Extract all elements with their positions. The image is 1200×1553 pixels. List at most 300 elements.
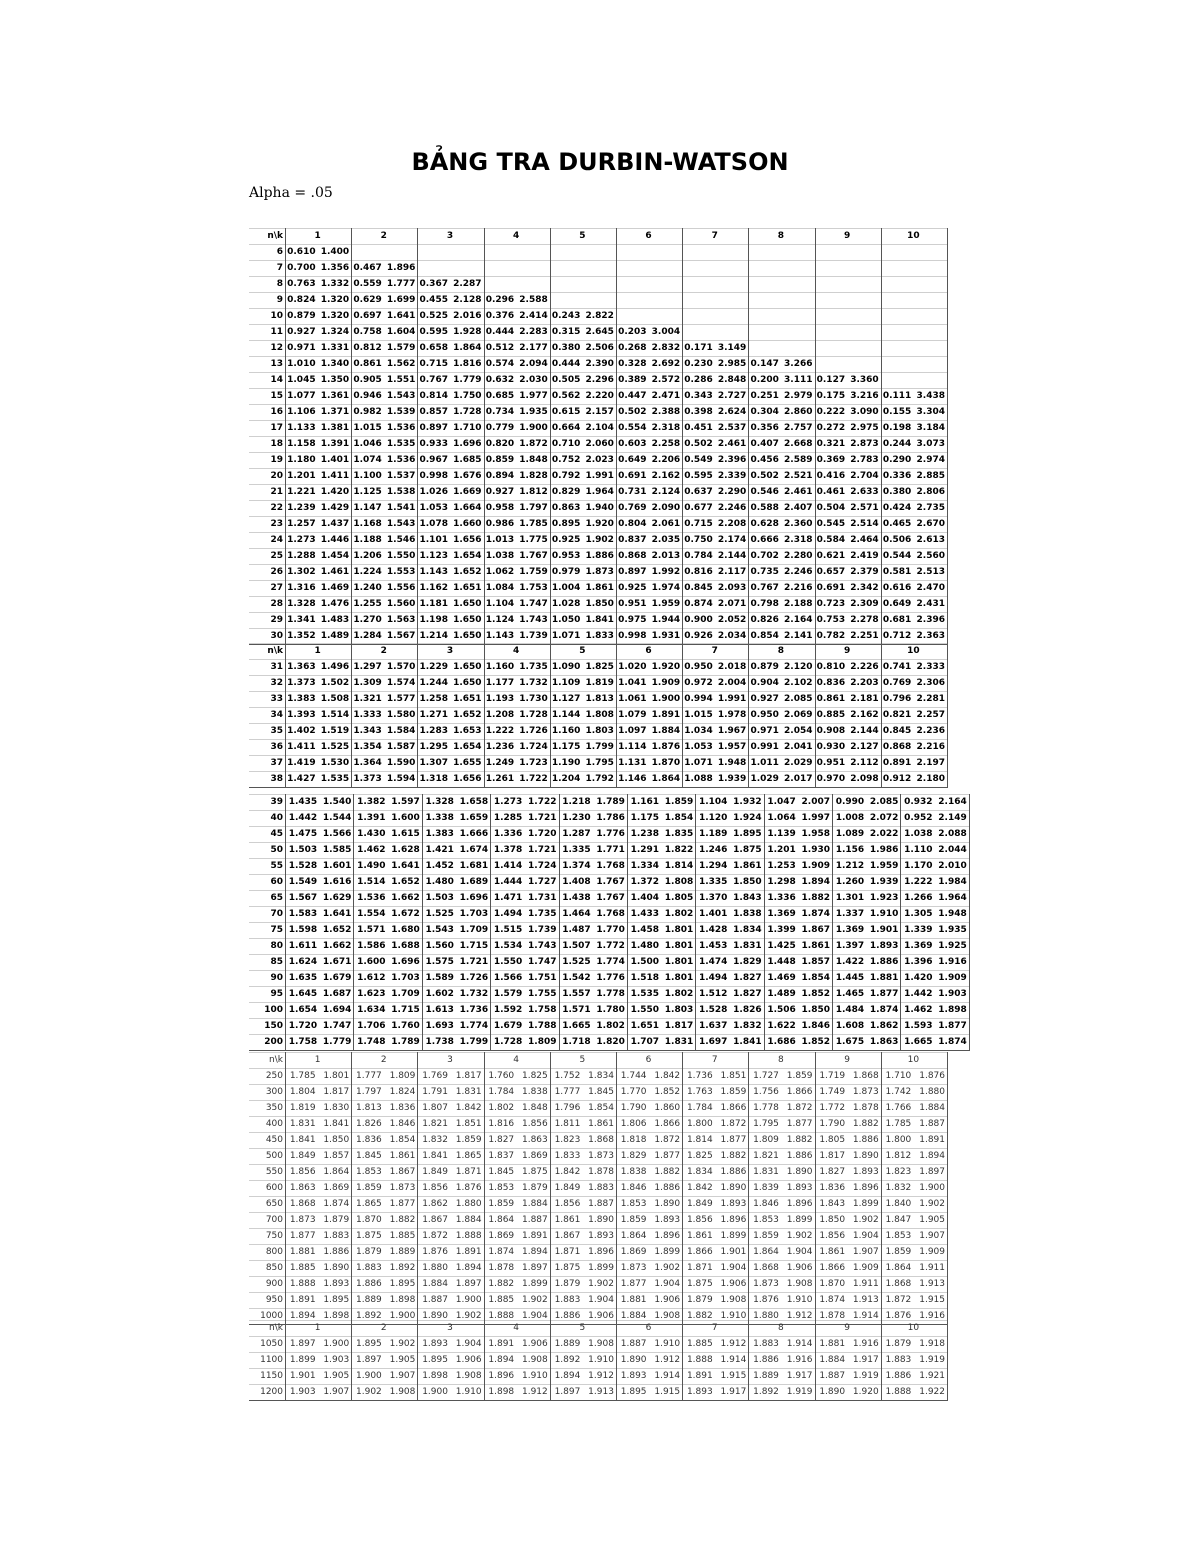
du-cell: 2.216 bbox=[914, 740, 947, 756]
dl-cell: 1.078 bbox=[418, 517, 451, 533]
dl-cell: 1.890 bbox=[815, 1385, 848, 1401]
dl-cell: 1.686 bbox=[764, 1035, 799, 1051]
dl-cell bbox=[881, 261, 914, 277]
du-cell bbox=[650, 293, 683, 309]
dl-cell: 1.238 bbox=[627, 827, 662, 843]
dl-cell bbox=[484, 245, 517, 261]
du-cell: 1.852 bbox=[650, 1085, 683, 1101]
du-cell: 1.454 bbox=[319, 549, 352, 565]
table-row bbox=[249, 1149, 948, 1165]
table-row bbox=[249, 987, 969, 1003]
du-cell bbox=[782, 245, 815, 261]
dl-cell: 1.870 bbox=[352, 1213, 385, 1229]
dl-cell bbox=[881, 341, 914, 357]
dl-cell: 1.369 bbox=[901, 939, 936, 955]
dl-cell: 1.763 bbox=[683, 1085, 716, 1101]
du-cell: 2.180 bbox=[914, 772, 947, 788]
du-cell: 1.801 bbox=[662, 939, 696, 955]
du-cell: 3.360 bbox=[848, 373, 881, 389]
du-cell: 2.104 bbox=[583, 421, 616, 437]
n-cell: 650 bbox=[249, 1197, 286, 1213]
dl-cell: 1.419 bbox=[286, 756, 319, 772]
dl-cell: 1.156 bbox=[833, 843, 868, 859]
du-cell: 1.967 bbox=[716, 724, 749, 740]
du-cell: 1.808 bbox=[583, 708, 616, 724]
du-cell: 1.864 bbox=[319, 1165, 352, 1181]
dl-cell: 0.925 bbox=[550, 533, 583, 549]
du-cell: 1.882 bbox=[650, 1165, 683, 1181]
dl-cell bbox=[683, 325, 716, 341]
du-cell: 1.735 bbox=[517, 660, 550, 676]
du-cell: 1.890 bbox=[782, 1165, 815, 1181]
du-cell: 1.720 bbox=[525, 827, 559, 843]
du-cell: 1.654 bbox=[451, 740, 484, 756]
dl-cell: 0.879 bbox=[749, 660, 782, 676]
dl-cell: 1.608 bbox=[833, 1019, 868, 1035]
dl-cell: 1.877 bbox=[616, 1277, 649, 1293]
du-cell: 1.908 bbox=[716, 1293, 749, 1309]
dl-cell: 0.664 bbox=[550, 421, 583, 437]
dl-cell: 1.364 bbox=[352, 756, 385, 772]
du-cell: 2.181 bbox=[848, 692, 881, 708]
du-cell bbox=[914, 325, 947, 341]
dl-cell: 1.404 bbox=[627, 891, 662, 907]
du-cell: 1.879 bbox=[319, 1213, 352, 1229]
du-cell bbox=[914, 245, 947, 261]
header-k-cell: 7 bbox=[683, 229, 749, 245]
dl-cell: 1.583 bbox=[286, 907, 321, 923]
dl-cell: 1.408 bbox=[559, 875, 594, 891]
du-cell: 1.770 bbox=[594, 923, 628, 939]
dl-cell: 0.286 bbox=[683, 373, 716, 389]
du-cell: 1.964 bbox=[583, 485, 616, 501]
du-cell: 1.912 bbox=[716, 1337, 749, 1353]
du-cell: 1.566 bbox=[320, 827, 354, 843]
dl-cell: 1.170 bbox=[901, 859, 936, 875]
n-cell: 8 bbox=[249, 277, 286, 293]
n-cell: 17 bbox=[249, 421, 286, 437]
dl-cell: 1.785 bbox=[286, 1069, 319, 1085]
du-cell: 1.909 bbox=[936, 971, 970, 987]
dl-cell: 1.846 bbox=[749, 1197, 782, 1213]
dl-cell: 1.598 bbox=[286, 923, 321, 939]
du-cell bbox=[451, 261, 484, 277]
dl-cell: 1.218 bbox=[559, 795, 594, 811]
dl-cell: 1.760 bbox=[484, 1069, 517, 1085]
dl-cell: 0.649 bbox=[616, 453, 649, 469]
du-cell: 2.120 bbox=[782, 660, 815, 676]
du-cell: 1.802 bbox=[662, 987, 696, 1003]
du-cell: 1.910 bbox=[650, 1337, 683, 1353]
du-cell: 1.727 bbox=[525, 875, 559, 891]
du-cell: 1.411 bbox=[319, 469, 352, 485]
dl-cell: 1.120 bbox=[696, 811, 731, 827]
dl-cell: 1.536 bbox=[354, 891, 389, 907]
du-cell: 1.904 bbox=[716, 1261, 749, 1277]
du-cell: 1.875 bbox=[517, 1165, 550, 1181]
du-cell: 1.827 bbox=[730, 987, 764, 1003]
table-row bbox=[249, 1117, 948, 1133]
header-k-cell: 8 bbox=[749, 1053, 815, 1069]
dl-cell: 1.886 bbox=[550, 1309, 583, 1325]
n-cell: 1100 bbox=[249, 1353, 286, 1369]
dl-cell: 1.181 bbox=[418, 597, 451, 613]
dl-cell: 0.971 bbox=[286, 341, 319, 357]
dl-cell: 1.061 bbox=[616, 692, 649, 708]
du-cell bbox=[914, 261, 947, 277]
dl-cell: 0.296 bbox=[484, 293, 517, 309]
du-cell: 1.652 bbox=[451, 565, 484, 581]
dl-cell: 1.805 bbox=[815, 1133, 848, 1149]
du-cell: 2.016 bbox=[451, 309, 484, 325]
dl-cell: 0.502 bbox=[616, 405, 649, 421]
du-cell bbox=[782, 341, 815, 357]
dl-cell: 1.878 bbox=[815, 1309, 848, 1325]
dl-cell: 1.373 bbox=[286, 676, 319, 692]
dl-cell: 0.198 bbox=[881, 421, 914, 437]
dl-cell: 0.444 bbox=[484, 325, 517, 341]
du-cell: 1.540 bbox=[320, 795, 354, 811]
du-cell: 1.709 bbox=[389, 987, 423, 1003]
du-cell: 1.356 bbox=[319, 261, 352, 277]
dl-cell: 1.883 bbox=[749, 1337, 782, 1353]
n-cell: 27 bbox=[249, 581, 286, 597]
dw-table-block-n1050-1200 bbox=[249, 1320, 948, 1401]
dl-cell: 0.502 bbox=[683, 437, 716, 453]
dl-cell: 1.430 bbox=[354, 827, 389, 843]
du-cell: 1.831 bbox=[451, 1085, 484, 1101]
du-cell: 1.805 bbox=[662, 891, 696, 907]
du-cell: 2.379 bbox=[848, 565, 881, 581]
dl-cell: 0.444 bbox=[550, 357, 583, 373]
dl-cell: 1.758 bbox=[286, 1035, 321, 1051]
dl-cell: 1.206 bbox=[352, 549, 385, 565]
du-cell: 1.856 bbox=[517, 1117, 550, 1133]
dl-cell: 1.494 bbox=[491, 907, 526, 923]
du-cell: 1.350 bbox=[319, 373, 352, 389]
du-cell: 1.703 bbox=[457, 907, 491, 923]
dl-cell: 1.471 bbox=[491, 891, 526, 907]
du-cell: 3.073 bbox=[914, 437, 947, 453]
n-cell: 600 bbox=[249, 1181, 286, 1197]
dl-cell: 1.893 bbox=[683, 1385, 716, 1401]
dl-cell: 0.723 bbox=[815, 597, 848, 613]
dl-cell: 1.777 bbox=[352, 1069, 385, 1085]
du-cell: 1.786 bbox=[594, 811, 628, 827]
table-row bbox=[249, 501, 948, 517]
dl-cell: 0.863 bbox=[550, 501, 583, 517]
du-cell: 1.872 bbox=[716, 1117, 749, 1133]
dl-cell: 1.890 bbox=[616, 1353, 649, 1369]
dl-cell: 1.343 bbox=[352, 724, 385, 740]
du-cell: 1.780 bbox=[594, 1003, 628, 1019]
dl-cell: 1.849 bbox=[683, 1197, 716, 1213]
n-cell: 85 bbox=[249, 955, 286, 971]
du-cell: 1.726 bbox=[457, 971, 491, 987]
header-k-cell: 4 bbox=[484, 229, 550, 245]
dl-cell: 1.887 bbox=[418, 1293, 451, 1309]
dl-cell: 0.912 bbox=[881, 772, 914, 788]
dl-cell: 1.550 bbox=[491, 955, 526, 971]
du-cell: 1.887 bbox=[517, 1213, 550, 1229]
du-cell: 1.842 bbox=[650, 1069, 683, 1085]
dl-cell: 1.127 bbox=[550, 692, 583, 708]
du-cell: 2.571 bbox=[848, 501, 881, 517]
du-cell: 1.903 bbox=[936, 987, 970, 1003]
header-corner-cell: n\k bbox=[249, 644, 286, 660]
dl-cell: 1.874 bbox=[484, 1245, 517, 1261]
du-cell: 1.877 bbox=[385, 1197, 418, 1213]
du-cell: 1.753 bbox=[517, 581, 550, 597]
du-cell: 1.563 bbox=[385, 613, 418, 629]
table-row bbox=[249, 955, 969, 971]
dw-table-block-n31-38 bbox=[249, 643, 948, 788]
table-row bbox=[249, 676, 948, 692]
table-row bbox=[249, 325, 948, 341]
du-cell: 1.908 bbox=[517, 1353, 550, 1369]
du-cell: 1.887 bbox=[583, 1197, 616, 1213]
dl-cell: 0.930 bbox=[815, 740, 848, 756]
dl-cell: 1.503 bbox=[422, 891, 457, 907]
table-row bbox=[249, 373, 948, 389]
du-cell: 2.670 bbox=[914, 517, 947, 533]
du-cell: 1.910 bbox=[517, 1369, 550, 1385]
dl-cell: 1.271 bbox=[418, 708, 451, 724]
du-cell: 1.538 bbox=[385, 485, 418, 501]
du-cell: 1.904 bbox=[848, 1229, 881, 1245]
dl-cell: 0.506 bbox=[881, 533, 914, 549]
dl-cell: 1.287 bbox=[559, 827, 594, 843]
du-cell: 2.090 bbox=[650, 501, 683, 517]
du-cell: 2.208 bbox=[716, 517, 749, 533]
du-cell: 1.896 bbox=[385, 261, 418, 277]
du-cell: 3.438 bbox=[914, 389, 947, 405]
du-cell: 1.831 bbox=[662, 1035, 696, 1051]
dl-cell: 1.889 bbox=[749, 1369, 782, 1385]
du-cell: 2.174 bbox=[716, 533, 749, 549]
dl-cell: 1.369 bbox=[833, 923, 868, 939]
du-cell: 1.916 bbox=[936, 955, 970, 971]
dl-cell: 1.189 bbox=[696, 827, 731, 843]
dl-cell: 1.772 bbox=[815, 1101, 848, 1117]
table-row bbox=[249, 1369, 948, 1385]
dl-cell: 1.839 bbox=[749, 1181, 782, 1197]
dl-cell: 1.557 bbox=[559, 987, 594, 1003]
dl-cell: 1.123 bbox=[418, 549, 451, 565]
du-cell: 2.431 bbox=[914, 597, 947, 613]
du-cell: 1.721 bbox=[525, 843, 559, 859]
du-cell: 1.888 bbox=[451, 1229, 484, 1245]
dl-cell bbox=[616, 245, 649, 261]
dl-cell: 1.895 bbox=[616, 1385, 649, 1401]
dl-cell: 0.950 bbox=[683, 660, 716, 676]
du-cell: 1.877 bbox=[782, 1117, 815, 1133]
dl-cell: 1.832 bbox=[881, 1181, 914, 1197]
du-cell: 2.704 bbox=[848, 469, 881, 485]
dl-cell: 0.767 bbox=[749, 581, 782, 597]
table-row bbox=[249, 907, 969, 923]
dl-cell: 1.445 bbox=[833, 971, 868, 987]
du-cell: 1.774 bbox=[594, 955, 628, 971]
du-cell: 2.018 bbox=[716, 660, 749, 676]
dl-cell: 0.367 bbox=[418, 277, 451, 293]
n-cell: 800 bbox=[249, 1245, 286, 1261]
du-cell: 1.896 bbox=[848, 1181, 881, 1197]
alpha-label: Alpha = .05 bbox=[249, 185, 333, 201]
n-cell: 950 bbox=[249, 1293, 286, 1309]
du-cell: 1.681 bbox=[457, 859, 491, 875]
du-cell: 1.577 bbox=[385, 692, 418, 708]
header-k-cell: 2 bbox=[352, 1053, 418, 1069]
dl-cell: 0.750 bbox=[683, 533, 716, 549]
dl-cell: 0.376 bbox=[484, 309, 517, 325]
du-cell: 2.162 bbox=[848, 708, 881, 724]
dl-cell: 1.321 bbox=[352, 692, 385, 708]
dl-cell: 1.827 bbox=[815, 1165, 848, 1181]
du-cell: 1.819 bbox=[583, 676, 616, 692]
dl-cell: 1.651 bbox=[627, 1019, 662, 1035]
du-cell: 1.579 bbox=[385, 341, 418, 357]
du-cell: 1.747 bbox=[517, 597, 550, 613]
n-cell: 36 bbox=[249, 740, 286, 756]
dl-cell: 1.882 bbox=[484, 1277, 517, 1293]
dl-cell: 1.160 bbox=[550, 724, 583, 740]
dl-cell: 1.812 bbox=[881, 1149, 914, 1165]
du-cell: 1.857 bbox=[319, 1149, 352, 1165]
du-cell: 1.724 bbox=[517, 740, 550, 756]
dl-cell: 1.257 bbox=[286, 517, 319, 533]
dl-cell: 1.883 bbox=[550, 1293, 583, 1309]
n-cell: 24 bbox=[249, 533, 286, 549]
dl-cell: 1.071 bbox=[683, 756, 716, 772]
dl-cell: 1.465 bbox=[833, 987, 868, 1003]
du-cell: 1.880 bbox=[914, 1085, 947, 1101]
du-cell: 1.841 bbox=[730, 1035, 764, 1051]
du-cell: 2.144 bbox=[716, 549, 749, 565]
dl-cell: 1.503 bbox=[286, 843, 321, 859]
dl-cell: 1.884 bbox=[815, 1353, 848, 1369]
du-cell: 1.801 bbox=[319, 1069, 352, 1085]
du-cell: 1.519 bbox=[319, 724, 352, 740]
du-cell: 1.919 bbox=[848, 1369, 881, 1385]
du-cell: 1.699 bbox=[385, 293, 418, 309]
n-cell: 250 bbox=[249, 1069, 286, 1085]
n-cell: 16 bbox=[249, 405, 286, 421]
table-row bbox=[249, 485, 948, 501]
dl-cell: 1.593 bbox=[901, 1019, 936, 1035]
dl-cell: 1.507 bbox=[559, 939, 594, 955]
du-cell: 1.747 bbox=[525, 955, 559, 971]
du-cell: 1.935 bbox=[936, 923, 970, 939]
header-k-cell: 4 bbox=[484, 1053, 550, 1069]
dl-cell: 1.841 bbox=[286, 1133, 319, 1149]
du-cell: 1.930 bbox=[799, 843, 833, 859]
du-cell: 1.886 bbox=[583, 549, 616, 565]
du-cell: 1.884 bbox=[650, 724, 683, 740]
dl-cell: 1.378 bbox=[491, 843, 526, 859]
du-cell: 1.508 bbox=[319, 692, 352, 708]
dl-cell: 0.897 bbox=[418, 421, 451, 437]
du-cell: 2.060 bbox=[583, 437, 616, 453]
du-cell: 1.906 bbox=[650, 1293, 683, 1309]
dl-cell: 1.611 bbox=[286, 939, 321, 955]
dl-cell: 1.158 bbox=[286, 437, 319, 453]
dl-cell: 1.514 bbox=[354, 875, 389, 891]
du-cell: 1.896 bbox=[782, 1197, 815, 1213]
du-cell: 1.919 bbox=[782, 1385, 815, 1401]
dl-cell: 1.452 bbox=[422, 859, 457, 875]
dl-cell: 1.879 bbox=[881, 1337, 914, 1353]
table-row bbox=[249, 549, 948, 565]
du-cell: 1.919 bbox=[914, 1353, 947, 1369]
du-cell: 1.904 bbox=[583, 1293, 616, 1309]
dl-cell: 1.871 bbox=[550, 1245, 583, 1261]
dl-cell: 1.363 bbox=[286, 660, 319, 676]
dl-cell: 1.867 bbox=[550, 1229, 583, 1245]
du-cell: 1.984 bbox=[936, 875, 970, 891]
du-cell: 1.902 bbox=[583, 1277, 616, 1293]
dl-cell: 1.373 bbox=[352, 772, 385, 788]
du-cell bbox=[914, 341, 947, 357]
du-cell: 1.826 bbox=[730, 1003, 764, 1019]
dl-cell: 1.354 bbox=[352, 740, 385, 756]
du-cell: 1.862 bbox=[867, 1019, 901, 1035]
dl-cell: 1.777 bbox=[550, 1085, 583, 1101]
du-cell bbox=[848, 293, 881, 309]
dl-cell: 1.600 bbox=[354, 955, 389, 971]
dl-cell: 1.853 bbox=[749, 1213, 782, 1229]
dl-cell: 1.634 bbox=[354, 1003, 389, 1019]
dl-cell: 1.864 bbox=[616, 1229, 649, 1245]
dl-cell: 1.372 bbox=[627, 875, 662, 891]
du-cell: 1.550 bbox=[385, 549, 418, 565]
dl-cell: 1.894 bbox=[550, 1369, 583, 1385]
du-cell bbox=[848, 325, 881, 341]
du-cell: 2.112 bbox=[848, 756, 881, 772]
dl-cell: 1.891 bbox=[683, 1369, 716, 1385]
dl-cell: 0.763 bbox=[286, 277, 319, 293]
du-cell: 1.802 bbox=[662, 907, 696, 923]
dl-cell: 0.244 bbox=[881, 437, 914, 453]
dl-cell: 1.015 bbox=[683, 708, 716, 724]
dl-cell: 1.868 bbox=[286, 1197, 319, 1213]
du-cell: 2.085 bbox=[867, 795, 901, 811]
dl-cell: 0.595 bbox=[683, 469, 716, 485]
dl-cell: 1.190 bbox=[550, 756, 583, 772]
dl-cell: 1.318 bbox=[418, 772, 451, 788]
dl-cell: 0.951 bbox=[616, 597, 649, 613]
table-row bbox=[249, 1353, 948, 1369]
du-cell: 1.907 bbox=[848, 1245, 881, 1261]
du-cell: 1.924 bbox=[730, 811, 764, 827]
du-cell: 1.664 bbox=[451, 501, 484, 517]
du-cell: 1.944 bbox=[650, 613, 683, 629]
du-cell: 2.464 bbox=[848, 533, 881, 549]
du-cell: 1.896 bbox=[716, 1213, 749, 1229]
dl-cell: 1.586 bbox=[354, 939, 389, 955]
header-k-cell: 5 bbox=[550, 644, 616, 660]
table-row bbox=[249, 405, 948, 421]
dl-cell: 1.008 bbox=[833, 811, 868, 827]
du-cell: 1.767 bbox=[594, 891, 628, 907]
dl-cell: 1.859 bbox=[352, 1181, 385, 1197]
du-cell: 1.903 bbox=[319, 1353, 352, 1369]
dl-cell bbox=[815, 309, 848, 325]
du-cell: 1.925 bbox=[936, 939, 970, 955]
dl-cell: 1.856 bbox=[286, 1165, 319, 1181]
du-cell: 1.669 bbox=[451, 485, 484, 501]
dl-cell: 0.512 bbox=[484, 341, 517, 357]
